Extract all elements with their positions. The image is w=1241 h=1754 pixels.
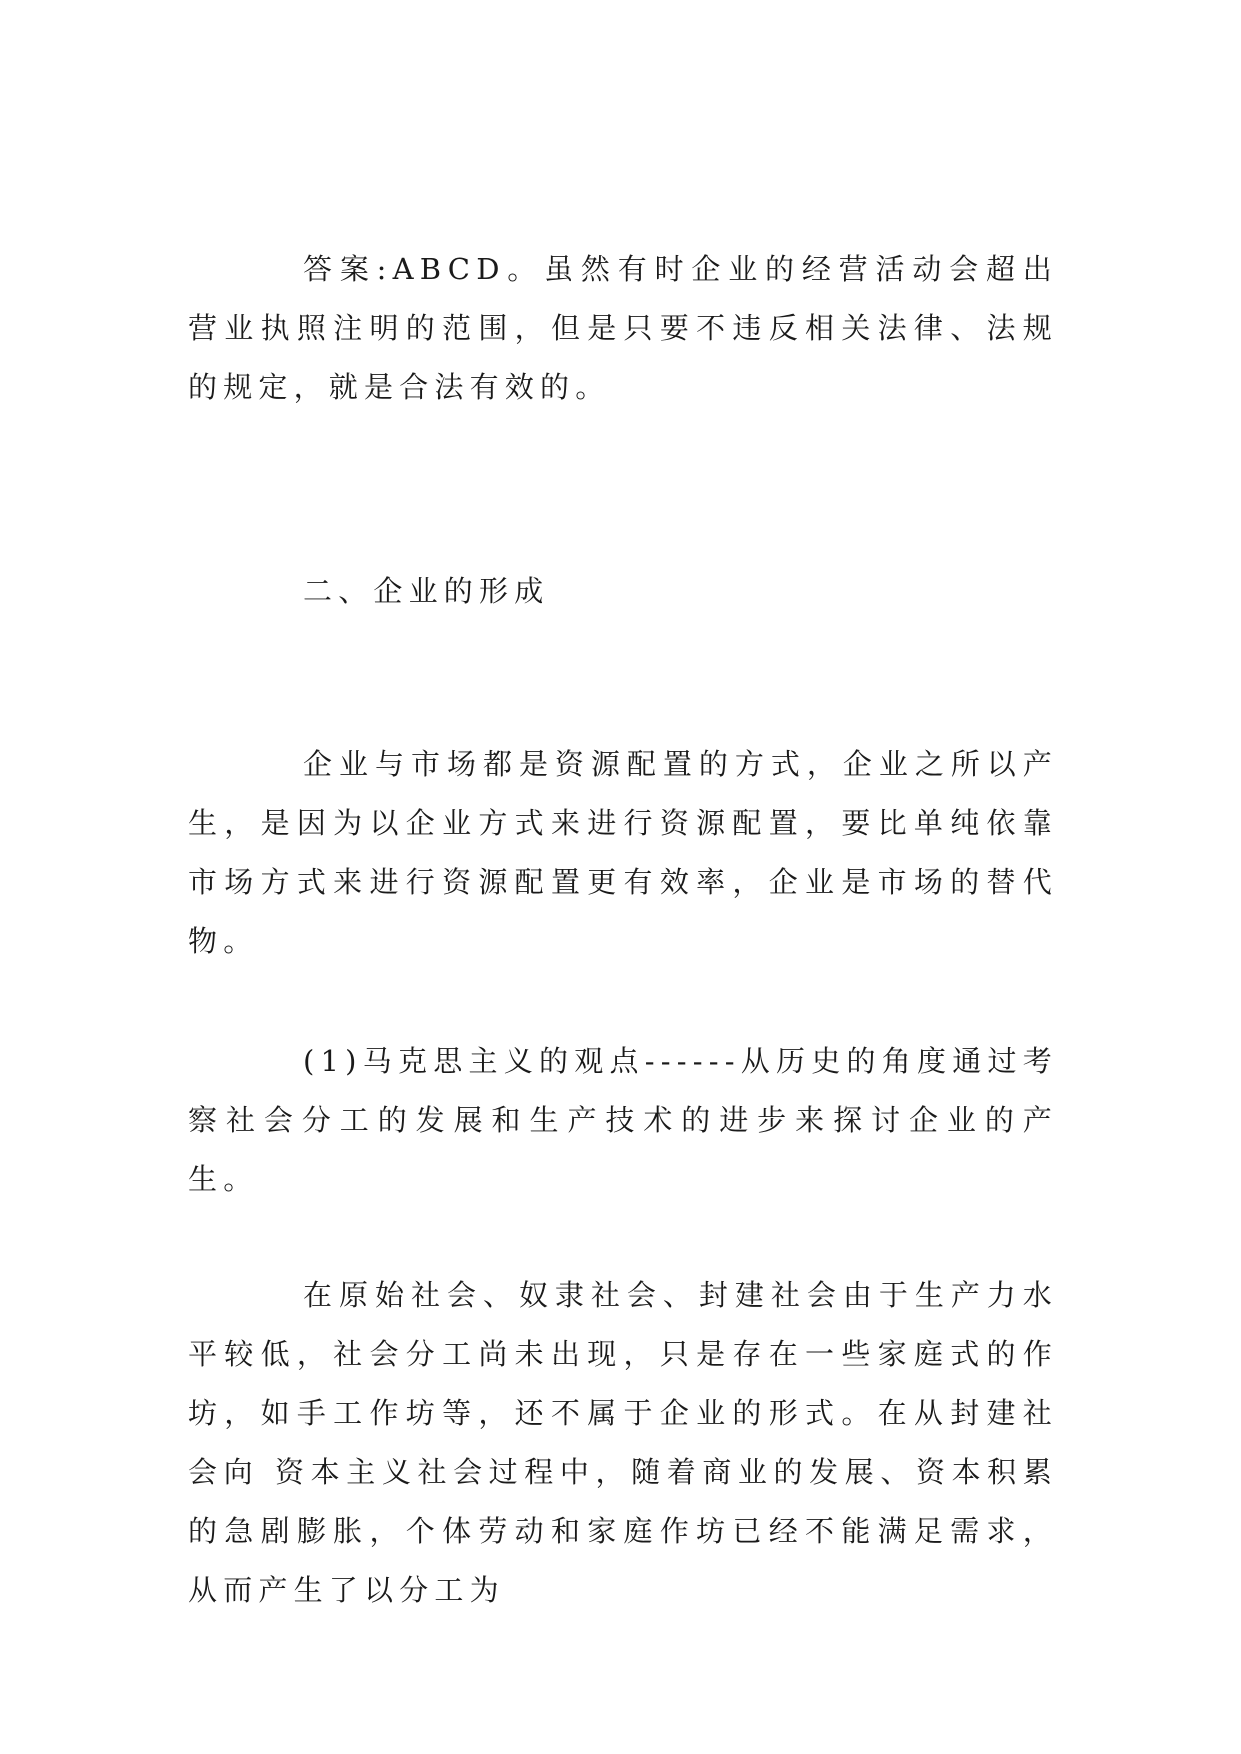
body-paragraph: (1)马克思主义的观点------从历史的角度通过考察社会分工的发展和生产技术的进步来探讨企业的产生。 <box>188 1044 1058 1196</box>
answer-paragraph: 答案:ABCD。虽然有时企业的经营活动会超出营业执照注明的范围，但是只要不违反相关法律、法规的规定，就是合法有效的。 <box>188 252 1058 404</box>
section-heading: 二、企业的形成 <box>303 574 550 608</box>
body-paragraph: 在原始社会、奴隶社会、封建社会由于生产力水平较低，社会分工尚未出现，只是存在一些家庭式的作坊，如手工作坊等，还不属于企业的形式。在从封建社会向 资本主义社会过程中，随着商业的发展、资本积累的急剧膨胀，个体劳动和家庭作坊已经不能满足需求，从而产生了以分工为 <box>188 1278 1058 1607</box>
body-paragraph: 企业与市场都是资源配置的方式，企业之所以产生，是因为以企业方式来进行资源配置，要比单纯依靠市场方式来进行资源配置更有效率，企业是市场的替代物。 <box>188 747 1058 958</box>
